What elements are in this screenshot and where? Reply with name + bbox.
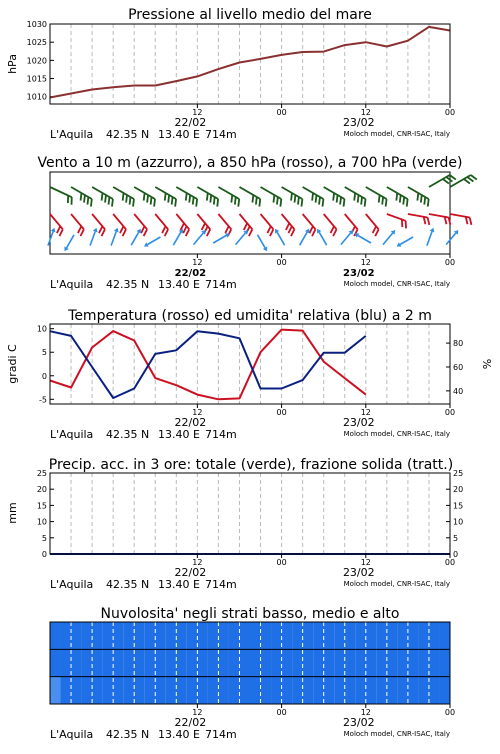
wind-barb-feather: [396, 193, 397, 201]
wind-barb-feather: [231, 195, 232, 203]
precip-x-tick-label: 00: [276, 558, 286, 567]
wind-barb-feather: [133, 199, 134, 207]
wind-barb-10-m: [383, 230, 395, 245]
wind-barb-feather: [344, 199, 345, 207]
humidity-y-tick-label-right: 60: [453, 363, 463, 372]
wind-barb-feather: [181, 223, 184, 230]
pressure-location-alt: 714m: [205, 128, 237, 141]
wind-barb-feather: [400, 195, 401, 203]
wind-barb-10-m: [173, 229, 183, 245]
clouds-panel: [50, 606, 455, 741]
wind-barb-feather: [270, 229, 273, 236]
clouds-location-name: L'Aquila: [50, 728, 93, 741]
wind-barb-feather: [373, 226, 376, 233]
wind-barb-shaft: [450, 214, 470, 217]
wind-barb-feather: [78, 226, 81, 233]
wind-barb-10-m: [258, 235, 268, 251]
wind-barb-shaft: [345, 214, 358, 229]
wind-barb-850-hPa: [324, 214, 337, 236]
wind-barb-700-hPa: [387, 187, 408, 207]
temperature-line: [50, 330, 366, 400]
pressure-y-tick-label: 1030: [27, 20, 47, 29]
wind-barb-shaft: [408, 214, 428, 217]
clouds-date-label: 23/02: [343, 716, 375, 729]
wind-barb-feather: [126, 195, 127, 203]
wind-x-tick-label: 00: [276, 258, 286, 267]
wind-barb-10-m: [300, 229, 310, 245]
wind-barb-feather: [189, 195, 190, 203]
precip-location-name: L'Aquila: [50, 578, 93, 591]
wind-barb-feather: [417, 193, 418, 201]
wind-x-tick-label: 12: [361, 258, 371, 267]
temperature-y-tick-label: -5: [39, 395, 47, 404]
wind-barb-feather: [464, 179, 470, 184]
wind-barb-10-m: [131, 229, 141, 245]
wind-barb-850-hPa: [408, 214, 429, 225]
wind-barb-850-hPa: [282, 214, 295, 236]
pressure-location-name: L'Aquila: [50, 128, 93, 141]
pressure-x-tick-label: 12: [361, 108, 371, 117]
wind-arrow-shaft: [131, 232, 139, 245]
wind-arrow-shaft: [319, 232, 327, 245]
wind-barb-feather: [428, 199, 429, 207]
wind-barb-700-hPa: [408, 187, 429, 207]
temperature-credit: Moloch model, CNR-ISAC, Italy: [344, 430, 450, 438]
wind-barb-10-m: [64, 235, 74, 251]
wind-barb-feather: [130, 197, 131, 205]
wind-barb-feather: [84, 195, 85, 203]
wind-barb-feather: [162, 226, 165, 233]
wind-arrow-shaft: [194, 233, 204, 244]
wind-barb-feather: [99, 226, 102, 233]
wind-barb-850-hPa: [218, 214, 231, 236]
pressure-y-tick-label: 1020: [27, 56, 47, 65]
clouds-title: Nuvolosita' negli strati basso, medio e alto: [101, 606, 400, 622]
wind-barb-feather: [102, 229, 105, 236]
wind-date-label: 22/02: [175, 268, 207, 279]
precip-x-tick-label: 12: [361, 558, 371, 567]
wind-barb-10-m: [111, 228, 118, 246]
wind-barb-feather: [123, 229, 126, 236]
wind-barb-feather: [428, 217, 430, 224]
wind-barb-feather: [267, 226, 270, 233]
wind-barb-feather: [249, 229, 252, 236]
precip-frame: [50, 473, 450, 554]
humidity-y-tick-label-right: 80: [453, 339, 463, 348]
precip-y-tick-label: 25: [37, 469, 47, 478]
pressure-y-tick-label: 1015: [27, 75, 47, 84]
wind-barb-feather: [123, 193, 124, 201]
precip-x-tick-label: 12: [192, 558, 202, 567]
wind-barb-feather: [80, 229, 83, 236]
temperature-location-lat: 42.35 N: [106, 428, 149, 441]
wind-frame: [50, 172, 450, 254]
precip-date-label: 22/02: [175, 566, 207, 579]
wind-barb-700-hPa: [345, 187, 366, 207]
temperature-panel: [6, 308, 494, 441]
humidity-y-tick-label-right: 40: [453, 387, 463, 396]
wind-barb-feather: [109, 197, 110, 205]
wind-barb-feather: [193, 197, 194, 205]
wind-barb-shaft: [387, 214, 406, 221]
cloud-cell: [439, 649, 450, 676]
wind-barb-feather: [309, 226, 312, 233]
wind-arrow-shaft: [67, 235, 75, 248]
wind-barb-850-hPa: [429, 214, 450, 225]
wind-barb-shaft: [113, 214, 126, 229]
wind-barb-feather: [81, 193, 82, 201]
wind-arrow-shaft: [341, 233, 351, 244]
temperature-y-tick-label: 5: [42, 348, 47, 357]
wind-barb-10-m: [355, 233, 371, 243]
temperature-y-tick-label: 10: [37, 325, 47, 334]
wind-barb-feather: [273, 195, 274, 203]
clouds-credit: Moloch model, CNR-ISAC, Italy: [344, 730, 450, 738]
wind-barb-feather: [340, 197, 341, 205]
wind-barb-850-hPa: [155, 214, 168, 236]
wind-barb-feather: [244, 223, 247, 230]
wind-arrow-shaft: [90, 232, 95, 246]
temperature-x-tick-label: 00: [276, 408, 286, 417]
wind-barb-feather: [467, 177, 473, 182]
wind-barb-shaft: [155, 214, 168, 229]
wind-credit: Moloch model, CNR-ISAC, Italy: [344, 280, 450, 288]
wind-barb-feather: [446, 177, 452, 182]
clouds-x-tick-label: 00: [445, 708, 455, 717]
wind-barb-shaft: [366, 214, 379, 229]
wind-barb-feather: [316, 195, 317, 203]
wind-barb-700-hPa: [71, 187, 92, 207]
wind-barb-feather: [319, 197, 320, 205]
wind-date-label: 23/02: [343, 268, 375, 279]
clouds-location-alt: 714m: [205, 728, 237, 741]
precip-y-tick-label-right: 10: [453, 518, 463, 527]
precip-title: Precip. acc. in 3 ore: totale (verde), frazione solida (tratt.): [49, 457, 453, 473]
pressure-x-tick-label: 00: [276, 108, 286, 117]
wind-barb-feather: [337, 195, 338, 203]
wind-barb-feather: [288, 226, 291, 233]
wind-barb-feather: [120, 226, 123, 233]
wind-barb-shaft: [303, 214, 316, 229]
wind-barb-feather: [235, 197, 236, 205]
precip-panel: [6, 457, 463, 591]
wind-barb-feather: [196, 199, 197, 207]
precip-y-tick-label-right: 25: [453, 469, 463, 478]
wind-barb-10-m: [90, 228, 97, 246]
precip-y-label: mm: [6, 502, 19, 523]
wind-barb-feather: [277, 197, 278, 205]
wind-barb-shaft: [261, 214, 274, 229]
wind-barb-shaft: [92, 214, 105, 229]
pressure-x-tick-label: 12: [192, 108, 202, 117]
precip-y-tick-label: 20: [37, 485, 47, 494]
cloud-cell: [439, 677, 450, 704]
precip-date-label: 23/02: [343, 566, 375, 579]
wind-arrow-shaft: [427, 232, 432, 246]
wind-barb-feather: [333, 229, 336, 236]
wind-barb-feather: [165, 193, 166, 201]
wind-x-tick-label: 12: [192, 258, 202, 267]
wind-barb-feather: [151, 197, 152, 205]
wind-arrow-shaft: [213, 236, 226, 244]
wind-barb-feather: [295, 195, 296, 203]
precip-location-alt: 714m: [205, 578, 237, 591]
wind-x-tick-label: 00: [445, 258, 455, 267]
precip-y-tick-label-right: 5: [453, 534, 458, 543]
pressure-y-tick-label: 1025: [27, 38, 47, 47]
wind-barb-10-m: [397, 237, 413, 247]
wind-barb-shaft: [218, 214, 231, 229]
wind-barb-700-hPa: [113, 187, 134, 207]
wind-arrow-shaft: [358, 236, 371, 244]
wind-barb-feather: [291, 229, 294, 236]
temperature-location-lon: 13.40 E: [158, 428, 200, 441]
wind-barb-850-hPa: [450, 214, 471, 225]
wind-barb-feather: [207, 193, 208, 201]
precip-location-lat: 42.35 N: [106, 578, 149, 591]
wind-location-name: L'Aquila: [50, 278, 93, 291]
precip-y-tick-label: 15: [37, 501, 47, 510]
wind-barb-feather: [147, 195, 148, 203]
wind-barb-feather: [154, 199, 155, 207]
precip-y-tick-label-right: 20: [453, 485, 463, 494]
wind-arrow-shaft: [383, 233, 393, 244]
wind-barb-700-hPa: [303, 187, 324, 207]
wind-barb-10-m: [48, 228, 55, 246]
wind-barb-feather: [382, 197, 383, 205]
precip-y-tick-label: 10: [37, 518, 47, 527]
precip-credit: Moloch model, CNR-ISAC, Italy: [344, 580, 450, 588]
precip-y-tick-label: 5: [42, 534, 47, 543]
wind-barb-850-hPa: [71, 214, 84, 236]
wind-barb-shaft: [324, 214, 337, 229]
wind-barb-feather: [298, 197, 299, 205]
wind-barb-feather: [186, 229, 189, 236]
wind-barb-feather: [331, 226, 334, 233]
clouds-location-lat: 42.35 N: [106, 728, 149, 741]
wind-barb-feather: [175, 199, 176, 207]
wind-barb-feather: [379, 195, 380, 203]
wind-barb-feather: [172, 197, 173, 205]
wind-barb-700-hPa: [134, 187, 155, 207]
wind-barb-feather: [291, 193, 292, 201]
wind-barb-700-hPa: [50, 187, 72, 205]
wind-barb-feather: [91, 199, 92, 207]
pressure-x-tick-label: 00: [445, 108, 455, 117]
wind-barb-700-hPa: [197, 187, 218, 207]
wind-barb-feather: [57, 226, 60, 233]
wind-barb-feather: [141, 226, 144, 233]
wind-barb-feather: [186, 193, 187, 201]
wind-barb-10-m: [341, 230, 353, 245]
wind-barb-feather: [112, 199, 113, 207]
wind-barb-feather: [102, 193, 103, 201]
wind-barb-feather: [210, 195, 211, 203]
wind-barb-700-hPa: [218, 187, 239, 207]
wind-barb-10-m: [236, 230, 248, 245]
clouds-x-tick-label: 00: [276, 708, 286, 717]
clouds-location-lon: 13.40 E: [158, 728, 200, 741]
wind-barb-feather: [165, 229, 168, 236]
wind-barb-850-hPa: [366, 214, 379, 236]
wind-barb-850-hPa: [261, 214, 274, 236]
wind-arrow-shaft: [173, 232, 181, 245]
wind-barb-feather: [225, 226, 228, 233]
wind-barb-feather: [183, 226, 186, 233]
wind-barb-feather: [333, 193, 334, 201]
humidity-line: [50, 331, 366, 398]
wind-location-lon: 13.40 E: [158, 278, 200, 291]
wind-barb-feather: [443, 179, 449, 184]
wind-barb-700-hPa: [92, 187, 113, 207]
pressure-date-label: 22/02: [175, 116, 207, 129]
wind-barb-feather: [256, 197, 257, 205]
temperature-x-tick-label: 12: [192, 408, 202, 417]
wind-barb-feather: [354, 193, 355, 201]
pressure-credit: Moloch model, CNR-ISAC, Italy: [344, 130, 450, 138]
wind-barb-feather: [407, 199, 408, 207]
cloud-cell: [50, 649, 61, 676]
wind-barb-feather: [214, 197, 215, 205]
clouds-date-label: 22/02: [175, 716, 207, 729]
cloud-cell: [50, 677, 61, 704]
temperature-location-alt: 714m: [205, 428, 237, 441]
wind-arrow-shaft: [300, 232, 308, 245]
wind-barb-feather: [59, 229, 62, 236]
precip-location-lon: 13.40 E: [158, 578, 200, 591]
wind-barb-shaft: [71, 214, 84, 229]
temperature-x-tick-label: 12: [361, 408, 371, 417]
pressure-location-lat: 42.35 N: [106, 128, 149, 141]
wind-barb-10-m: [144, 237, 160, 247]
wind-barb-feather: [386, 199, 387, 207]
wind-panel: [37, 155, 476, 291]
wind-barb-feather: [259, 199, 260, 207]
wind-arrow-shaft: [446, 233, 456, 244]
wind-barb-feather: [252, 195, 253, 203]
pressure-line: [50, 27, 450, 98]
temperature-x-tick-label: 00: [445, 408, 455, 417]
wind-barb-10-m: [446, 230, 458, 245]
wind-location-lat: 42.35 N: [106, 278, 149, 291]
precip-y-tick-label-right: 15: [453, 501, 463, 510]
precip-y-tick-label: 0: [42, 550, 47, 559]
wind-barb-feather: [301, 199, 302, 207]
temperature-y-label: gradi C: [6, 344, 19, 384]
wind-barb-shaft: [429, 214, 449, 217]
wind-barb-feather: [323, 199, 324, 207]
wind-location-alt: 714m: [205, 278, 237, 291]
wind-arrow-shaft: [48, 232, 53, 246]
wind-barb-10-m: [194, 230, 206, 245]
wind-barb-feather: [312, 193, 313, 201]
pressure-location-lon: 13.40 E: [158, 128, 200, 141]
wind-barb-feather: [202, 223, 205, 230]
temperature-y-tick-label: 0: [42, 372, 47, 381]
wind-barb-feather: [375, 229, 378, 236]
wind-barb-feather: [217, 199, 218, 207]
wind-barb-feather: [286, 223, 289, 230]
wind-barb-feather: [144, 193, 145, 201]
wind-barb-feather: [403, 197, 404, 205]
wind-barb-10-m: [275, 229, 285, 245]
wind-barb-700-hPa: [282, 187, 303, 207]
wind-barb-feather: [361, 197, 362, 205]
wind-arrow-shaft: [236, 233, 246, 244]
wind-barb-feather: [421, 195, 422, 203]
wind-barb-feather: [207, 229, 210, 236]
wind-arrow-shaft: [147, 237, 160, 245]
wind-arrow-shaft: [400, 237, 413, 245]
temperature-date-label: 23/02: [343, 416, 375, 429]
wind-arrow-shaft: [111, 232, 116, 246]
precip-y-tick-label-right: 0: [453, 550, 458, 559]
wind-arrow-shaft: [277, 232, 285, 245]
wind-barb-850-hPa: [387, 214, 406, 228]
wind-barb-feather: [105, 195, 106, 203]
clouds-x-tick-label: 12: [192, 708, 202, 717]
pressure-frame: [50, 24, 450, 104]
cloud-cell: [439, 622, 450, 649]
wind-barb-shaft: [50, 214, 63, 229]
temperature-title: Temperatura (rosso) ed umidita' relativa (blu) a 2 m: [67, 308, 432, 324]
wind-barb-10-m: [213, 233, 229, 243]
clouds-x-tick-label: 12: [361, 708, 371, 717]
pressure-y-tick-label: 1010: [27, 93, 47, 102]
wind-barb-feather: [238, 199, 239, 207]
wind-barb-feather: [424, 197, 425, 205]
pressure-date-label: 23/02: [343, 116, 375, 129]
wind-barb-shaft: [134, 214, 147, 229]
wind-barb-700-hPa: [176, 187, 197, 207]
wind-title: Vento a 10 m (azzurro), a 850 hPa (rosso), a 700 hPa (verde): [37, 155, 462, 171]
wind-barb-feather: [280, 199, 281, 207]
wind-barb-feather: [365, 199, 366, 207]
temperature-location-name: L'Aquila: [50, 428, 93, 441]
wind-barb-feather: [144, 229, 147, 236]
wind-barb-feather: [168, 195, 169, 203]
cloud-cell: [50, 622, 61, 649]
wind-arrow-shaft: [258, 235, 266, 248]
wind-barb-700-hPa: [155, 187, 176, 207]
pressure-title: Pressione al livello medio del mare: [128, 7, 372, 23]
pressure-panel: [6, 7, 455, 141]
wind-barb-700-hPa: [239, 187, 260, 207]
humidity-y-label: %: [481, 359, 494, 369]
wind-barb-feather: [358, 195, 359, 203]
wind-barb-700-hPa: [324, 187, 345, 207]
wind-barb-feather: [470, 217, 472, 224]
wind-barb-700-hPa: [450, 175, 477, 187]
wind-barb-10-m: [317, 229, 327, 245]
temperature-date-label: 22/02: [175, 416, 207, 429]
wind-barb-feather: [471, 175, 477, 180]
wind-barb-feather: [312, 229, 315, 236]
pressure-y-label: hPa: [6, 54, 19, 74]
wind-barb-feather: [450, 175, 456, 180]
wind-barb-700-hPa: [366, 187, 387, 207]
wind-barb-feather: [87, 197, 88, 205]
wind-barb-700-hPa: [261, 187, 282, 207]
wind-barb-10-m: [427, 228, 434, 246]
precip-x-tick-label: 00: [445, 558, 455, 567]
